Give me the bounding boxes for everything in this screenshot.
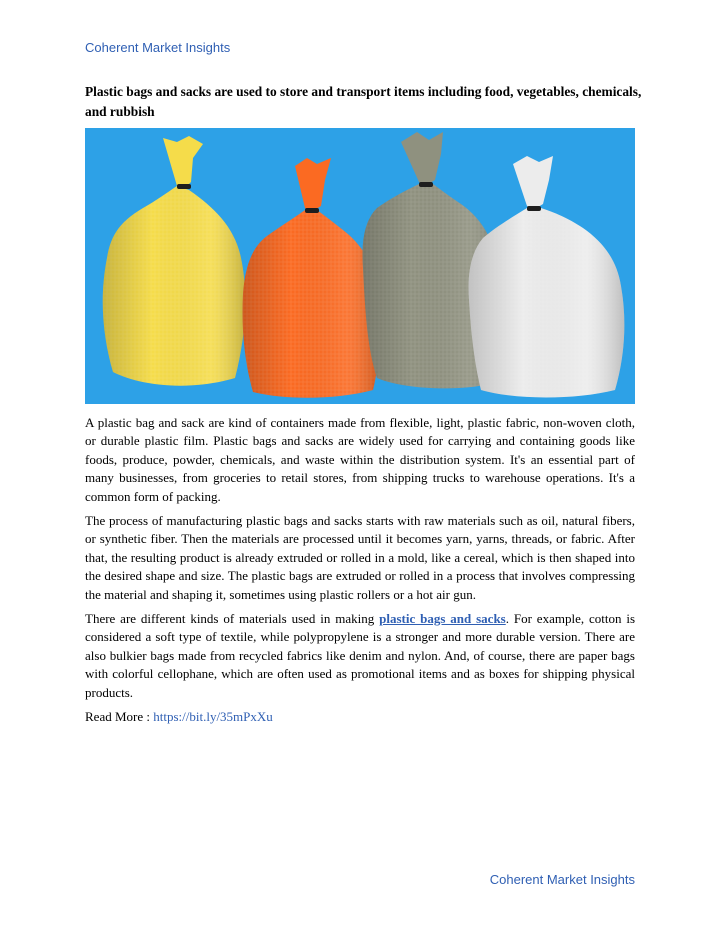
read-more-label: Read More :: [85, 709, 154, 725]
paragraph-3-start: There are different kinds of materials used in making: [85, 611, 380, 627]
hero-image: [85, 128, 635, 404]
paragraph-1: A plastic bag and sack are kind of containers made from flexible, light, plastic fabric, non-woven cloth, or durable plastic film. Plastic bags and sacks are widely used for carrying and containing goods like foods, produce, powder, chemicals, and waste within the distribution system. It's an essential part of many businesses, from groceries to retail stores, from shipping trucks to warehouse operations. It's a common form of packing.: [85, 415, 635, 504]
page-heading: Plastic bags and sacks are used to store and transport items including food, vegetables, chemicals, and rubbish: [85, 84, 642, 119]
footer-brand-link[interactable]: Coherent Market Insights: [489, 872, 635, 887]
article-body: [85, 414, 635, 733]
paragraph-3-end: . For example, cotton is considered a soft type of textile, while polypropylene is a stronger and more durable version. There are also bulkier bags made from recycled fabrics like denim and nylon. And, of course, there are paper bags with colorful cellophane, which are often used as promotional items and as boxes for shipping physical products.: [85, 611, 635, 700]
sacks-illustration: [85, 128, 635, 404]
paragraph-2: The process of manufacturing plastic bags and sacks starts with raw materials such as oil, natural fibers, or synthetic fiber. Then the materials are processed until it becomes yarn, yarns, threads, or fabric. After that, the resulting product is already extruded or rolled in a mold, like a cereal, which is then shaped into the desired shape and size. The plastic bags are extruded or rolled in a process that involves compressing the material and shaping it, sometimes using plastic rollers or a hot air gun.: [85, 513, 635, 602]
read-more-link[interactable]: https://bit.ly/35mPxXu: [153, 709, 273, 725]
header-brand-link[interactable]: Coherent Market Insights: [85, 40, 231, 55]
read-more-line: [85, 708, 635, 726]
paragraph-3: [85, 610, 635, 702]
plastic-bags-link[interactable]: plastic bags and sacks: [379, 611, 506, 627]
